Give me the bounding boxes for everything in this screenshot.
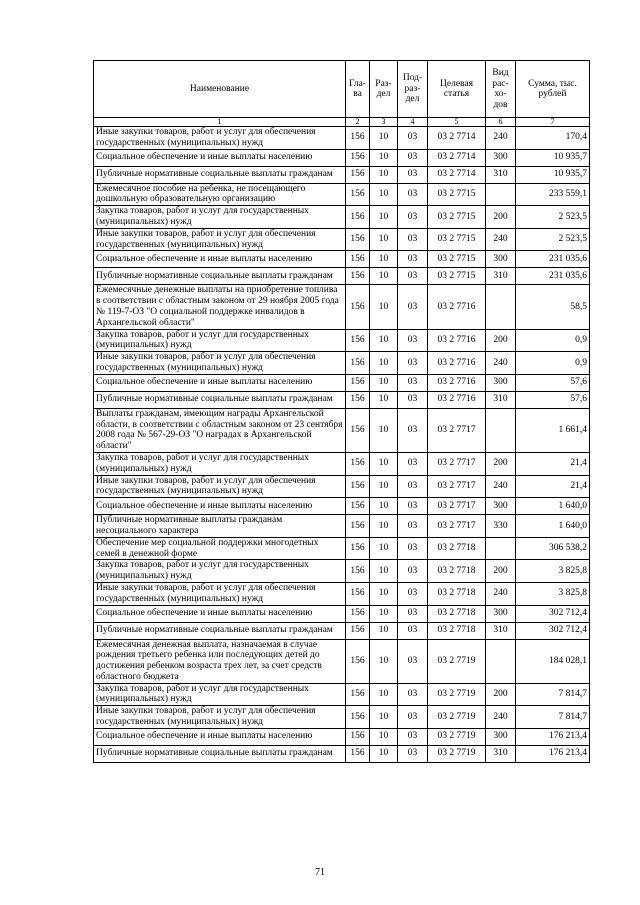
row-podrazdel: 03 <box>398 582 428 605</box>
row-razdel: 10 <box>370 127 398 150</box>
row-razdel: 10 <box>370 622 398 639</box>
row-razdel: 10 <box>370 268 398 285</box>
row-vid: 200 <box>486 206 516 229</box>
row-summa: 57,6 <box>516 391 590 408</box>
row-razdel: 10 <box>370 728 398 745</box>
row-podrazdel: 03 <box>398 183 428 206</box>
header-tselevaya: Целевая статья <box>428 61 486 118</box>
row-razdel: 10 <box>370 183 398 206</box>
row-podrazdel: 03 <box>398 639 428 683</box>
row-tselevaya: 03 2 7714 <box>428 166 486 183</box>
row-vid: 300 <box>486 374 516 391</box>
row-tselevaya: 03 2 7717 <box>428 475 486 498</box>
row-razdel: 10 <box>370 374 398 391</box>
row-name: Выплаты гражданам, имеющим награды Архангельской области, в соответствии с областным законом от 23 сентября 2008 года № 567-29-ОЗ "О наградах в Архангельской области" <box>94 408 346 452</box>
table-row <box>94 127 590 150</box>
row-razdel: 10 <box>370 391 398 408</box>
table-row <box>94 560 590 583</box>
row-summa: 1 640,0 <box>516 498 590 515</box>
row-name: Социальное обеспечение и иные выплаты населению <box>94 251 346 268</box>
row-glava: 156 <box>346 149 370 166</box>
row-summa: 3 825,8 <box>516 582 590 605</box>
table-row <box>94 183 590 206</box>
row-name: Публичные нормативные социальные выплаты гражданам <box>94 622 346 639</box>
row-glava: 156 <box>346 745 370 762</box>
row-tselevaya: 03 2 7714 <box>428 149 486 166</box>
row-razdel: 10 <box>370 683 398 706</box>
col-number: 1 <box>94 118 346 127</box>
header-podrazdel: Под-раз-дел <box>398 61 428 118</box>
row-summa: 10 935,7 <box>516 166 590 183</box>
row-glava: 156 <box>346 498 370 515</box>
row-glava: 156 <box>346 639 370 683</box>
row-name: Закупка товаров, работ и услуг для государственных (муниципальных) нужд <box>94 206 346 229</box>
row-name: Иные закупки товаров, работ и услуг для обеспечения государственных (муниципальных) нужд <box>94 228 346 251</box>
row-razdel: 10 <box>370 745 398 762</box>
col-number: 7 <box>516 118 590 127</box>
row-name: Ежемесячное пособие на ребенка, не посещающего дошкольную образовательную организацию <box>94 183 346 206</box>
row-name: Публичные нормативные выплаты гражданам несоциального характера <box>94 515 346 538</box>
row-razdel: 10 <box>370 206 398 229</box>
row-glava: 156 <box>346 391 370 408</box>
row-tselevaya: 03 2 7719 <box>428 745 486 762</box>
row-podrazdel: 03 <box>398 745 428 762</box>
row-razdel: 10 <box>370 605 398 622</box>
row-vid: 200 <box>486 683 516 706</box>
row-vid: 240 <box>486 582 516 605</box>
row-summa: 0,9 <box>516 329 590 352</box>
row-glava: 156 <box>346 728 370 745</box>
row-podrazdel: 03 <box>398 329 428 352</box>
row-podrazdel: 03 <box>398 206 428 229</box>
row-glava: 156 <box>346 268 370 285</box>
table-row <box>94 475 590 498</box>
row-vid <box>486 537 516 560</box>
row-summa: 21,4 <box>516 475 590 498</box>
row-glava: 156 <box>346 183 370 206</box>
row-razdel: 10 <box>370 285 398 329</box>
row-name: Иные закупки товаров, работ и услуг для обеспечения государственных (муниципальных) нужд <box>94 706 346 729</box>
row-name: Публичные нормативные социальные выплаты гражданам <box>94 745 346 762</box>
row-summa: 176 213,4 <box>516 728 590 745</box>
row-tselevaya: 03 2 7715 <box>428 268 486 285</box>
row-tselevaya: 03 2 7716 <box>428 329 486 352</box>
row-tselevaya: 03 2 7717 <box>428 498 486 515</box>
row-vid: 300 <box>486 149 516 166</box>
row-tselevaya: 03 2 7717 <box>428 515 486 538</box>
row-summa: 7 814,7 <box>516 706 590 729</box>
row-razdel: 10 <box>370 475 398 498</box>
row-summa: 231 035,6 <box>516 251 590 268</box>
row-razdel: 10 <box>370 251 398 268</box>
row-tselevaya: 03 2 7718 <box>428 560 486 583</box>
row-razdel: 10 <box>370 452 398 475</box>
row-name: Социальное обеспечение и иные выплаты населению <box>94 498 346 515</box>
row-podrazdel: 03 <box>398 127 428 150</box>
col-number: 4 <box>398 118 428 127</box>
row-tselevaya: 03 2 7718 <box>428 582 486 605</box>
row-podrazdel: 03 <box>398 251 428 268</box>
row-glava: 156 <box>346 329 370 352</box>
row-name: Ежемесячные денежные выплаты на приобретение топлива в соответствии с областным законом от 29 ноября 2005 года № 119-7-ОЗ "О социальной поддержке инвалидов в Архангельской области" <box>94 285 346 329</box>
row-podrazdel: 03 <box>398 475 428 498</box>
row-razdel: 10 <box>370 228 398 251</box>
row-razdel: 10 <box>370 706 398 729</box>
table-row <box>94 149 590 166</box>
header-razdel: Раз-дел <box>370 61 398 118</box>
table-row <box>94 408 590 452</box>
row-glava: 156 <box>346 605 370 622</box>
row-glava: 156 <box>346 352 370 375</box>
table-row <box>94 605 590 622</box>
row-vid: 300 <box>486 605 516 622</box>
row-tselevaya: 03 2 7715 <box>428 251 486 268</box>
row-summa: 233 559,1 <box>516 183 590 206</box>
table-row <box>94 639 590 683</box>
row-razdel: 10 <box>370 149 398 166</box>
row-razdel: 10 <box>370 560 398 583</box>
budget-table <box>93 60 590 763</box>
table-row <box>94 206 590 229</box>
table-header-row <box>94 61 590 118</box>
row-name: Закупка товаров, работ и услуг для государственных (муниципальных) нужд <box>94 329 346 352</box>
row-tselevaya: 03 2 7716 <box>428 352 486 375</box>
row-podrazdel: 03 <box>398 605 428 622</box>
row-tselevaya: 03 2 7718 <box>428 605 486 622</box>
row-podrazdel: 03 <box>398 728 428 745</box>
row-vid: 310 <box>486 622 516 639</box>
row-vid: 240 <box>486 475 516 498</box>
row-vid <box>486 183 516 206</box>
row-summa: 231 035,6 <box>516 268 590 285</box>
row-tselevaya: 03 2 7719 <box>428 728 486 745</box>
table-row <box>94 251 590 268</box>
row-name: Иные закупки товаров, работ и услуг для обеспечения государственных (муниципальных) нужд <box>94 582 346 605</box>
row-summa: 1 640,0 <box>516 515 590 538</box>
row-summa: 10 935,7 <box>516 149 590 166</box>
row-podrazdel: 03 <box>398 452 428 475</box>
row-podrazdel: 03 <box>398 498 428 515</box>
row-razdel: 10 <box>370 515 398 538</box>
row-summa: 184 028,1 <box>516 639 590 683</box>
table-row <box>94 515 590 538</box>
row-podrazdel: 03 <box>398 228 428 251</box>
table-row <box>94 582 590 605</box>
row-tselevaya: 03 2 7717 <box>428 452 486 475</box>
row-summa: 7 814,7 <box>516 683 590 706</box>
row-glava: 156 <box>346 537 370 560</box>
row-glava: 156 <box>346 475 370 498</box>
table-row <box>94 329 590 352</box>
row-summa: 176 213,4 <box>516 745 590 762</box>
column-numbers-row <box>94 118 590 127</box>
table-row <box>94 745 590 762</box>
row-vid: 310 <box>486 268 516 285</box>
row-razdel: 10 <box>370 582 398 605</box>
row-tselevaya: 03 2 7715 <box>428 183 486 206</box>
row-name: Социальное обеспечение и иные выплаты населению <box>94 605 346 622</box>
row-name: Закупка товаров, работ и услуг для государственных (муниципальных) нужд <box>94 560 346 583</box>
row-tselevaya: 03 2 7719 <box>428 683 486 706</box>
row-glava: 156 <box>346 515 370 538</box>
table-body <box>94 127 590 763</box>
row-tselevaya: 03 2 7716 <box>428 374 486 391</box>
row-tselevaya: 03 2 7717 <box>428 408 486 452</box>
header-vid: Вид рас-хо-дов <box>486 61 516 118</box>
header-summa: Сумма, тыс. рублей <box>516 61 590 118</box>
row-vid: 300 <box>486 498 516 515</box>
row-razdel: 10 <box>370 166 398 183</box>
row-razdel: 10 <box>370 537 398 560</box>
row-vid: 200 <box>486 329 516 352</box>
row-summa: 302 712,4 <box>516 622 590 639</box>
header-glava: Гла-ва <box>346 61 370 118</box>
row-glava: 156 <box>346 408 370 452</box>
row-podrazdel: 03 <box>398 706 428 729</box>
row-name: Ежемесячная денежная выплата, назначаемая в случае рождения третьего ребенка или последующих детей до достижения ребенком возраста трех лет, за счет средств областного бюджета <box>94 639 346 683</box>
row-vid: 240 <box>486 352 516 375</box>
row-glava: 156 <box>346 374 370 391</box>
row-glava: 156 <box>346 706 370 729</box>
row-podrazdel: 03 <box>398 408 428 452</box>
row-glava: 156 <box>346 622 370 639</box>
row-tselevaya: 03 2 7718 <box>428 537 486 560</box>
row-summa: 2 523,5 <box>516 228 590 251</box>
table-row <box>94 728 590 745</box>
row-glava: 156 <box>346 127 370 150</box>
row-razdel: 10 <box>370 352 398 375</box>
table-row <box>94 285 590 329</box>
row-podrazdel: 03 <box>398 622 428 639</box>
row-podrazdel: 03 <box>398 560 428 583</box>
col-number: 2 <box>346 118 370 127</box>
row-summa: 21,4 <box>516 452 590 475</box>
row-vid: 330 <box>486 515 516 538</box>
table-row <box>94 228 590 251</box>
table-row <box>94 268 590 285</box>
row-glava: 156 <box>346 452 370 475</box>
row-vid: 240 <box>486 706 516 729</box>
row-summa: 306 538,2 <box>516 537 590 560</box>
row-vid: 310 <box>486 745 516 762</box>
row-glava: 156 <box>346 251 370 268</box>
budget-page <box>93 60 589 763</box>
row-name: Социальное обеспечение и иные выплаты населению <box>94 149 346 166</box>
row-vid: 240 <box>486 127 516 150</box>
table-row <box>94 166 590 183</box>
row-name: Иные закупки товаров, работ и услуг для обеспечения государственных (муниципальных) нужд <box>94 475 346 498</box>
row-podrazdel: 03 <box>398 149 428 166</box>
row-vid: 300 <box>486 251 516 268</box>
row-summa: 58,5 <box>516 285 590 329</box>
table-row <box>94 391 590 408</box>
row-name: Социальное обеспечение и иные выплаты населению <box>94 728 346 745</box>
row-name: Публичные нормативные социальные выплаты гражданам <box>94 166 346 183</box>
table-row <box>94 683 590 706</box>
row-glava: 156 <box>346 582 370 605</box>
row-vid: 310 <box>486 166 516 183</box>
row-tselevaya: 03 2 7719 <box>428 639 486 683</box>
row-glava: 156 <box>346 285 370 329</box>
row-summa: 0,9 <box>516 352 590 375</box>
table-row <box>94 622 590 639</box>
row-tselevaya: 03 2 7718 <box>428 622 486 639</box>
row-name: Закупка товаров, работ и услуг для государственных (муниципальных) нужд <box>94 452 346 475</box>
row-razdel: 10 <box>370 329 398 352</box>
table-row <box>94 537 590 560</box>
table-row <box>94 706 590 729</box>
row-summa: 57,6 <box>516 374 590 391</box>
row-name: Иные закупки товаров, работ и услуг для обеспечения государственных (муниципальных) нужд <box>94 127 346 150</box>
row-tselevaya: 03 2 7716 <box>428 391 486 408</box>
col-number: 6 <box>486 118 516 127</box>
row-podrazdel: 03 <box>398 515 428 538</box>
row-podrazdel: 03 <box>398 285 428 329</box>
col-number: 5 <box>428 118 486 127</box>
table-row <box>94 374 590 391</box>
row-podrazdel: 03 <box>398 268 428 285</box>
row-vid: 240 <box>486 228 516 251</box>
row-vid <box>486 639 516 683</box>
row-tselevaya: 03 2 7719 <box>428 706 486 729</box>
row-razdel: 10 <box>370 639 398 683</box>
row-summa: 1 661,4 <box>516 408 590 452</box>
col-number: 3 <box>370 118 398 127</box>
row-glava: 156 <box>346 228 370 251</box>
row-razdel: 10 <box>370 408 398 452</box>
row-vid: 310 <box>486 391 516 408</box>
row-podrazdel: 03 <box>398 683 428 706</box>
row-glava: 156 <box>346 206 370 229</box>
row-tselevaya: 03 2 7714 <box>428 127 486 150</box>
row-name: Закупка товаров, работ и услуг для государственных (муниципальных) нужд <box>94 683 346 706</box>
row-tselevaya: 03 2 7715 <box>428 206 486 229</box>
page-number: 71 <box>315 867 325 878</box>
table-row <box>94 452 590 475</box>
row-tselevaya: 03 2 7715 <box>428 228 486 251</box>
row-summa: 2 523,5 <box>516 206 590 229</box>
row-vid <box>486 408 516 452</box>
row-summa: 170,4 <box>516 127 590 150</box>
row-name: Публичные нормативные социальные выплаты гражданам <box>94 391 346 408</box>
row-razdel: 10 <box>370 498 398 515</box>
row-podrazdel: 03 <box>398 352 428 375</box>
row-vid <box>486 285 516 329</box>
row-podrazdel: 03 <box>398 166 428 183</box>
row-glava: 156 <box>346 560 370 583</box>
table-row <box>94 352 590 375</box>
row-tselevaya: 03 2 7716 <box>428 285 486 329</box>
row-name: Социальное обеспечение и иные выплаты населению <box>94 374 346 391</box>
row-vid: 300 <box>486 728 516 745</box>
row-name: Публичные нормативные социальные выплаты гражданам <box>94 268 346 285</box>
table-row <box>94 498 590 515</box>
row-name: Обеспечение мер социальной поддержки многодетных семей в денежной форме <box>94 537 346 560</box>
row-podrazdel: 03 <box>398 537 428 560</box>
row-vid: 200 <box>486 452 516 475</box>
row-podrazdel: 03 <box>398 391 428 408</box>
row-summa: 3 825,8 <box>516 560 590 583</box>
header-name: Наименование <box>94 61 346 118</box>
row-glava: 156 <box>346 166 370 183</box>
row-name: Иные закупки товаров, работ и услуг для обеспечения государственных (муниципальных) нужд <box>94 352 346 375</box>
row-vid: 200 <box>486 560 516 583</box>
row-summa: 302 712,4 <box>516 605 590 622</box>
row-glava: 156 <box>346 683 370 706</box>
row-podrazdel: 03 <box>398 374 428 391</box>
